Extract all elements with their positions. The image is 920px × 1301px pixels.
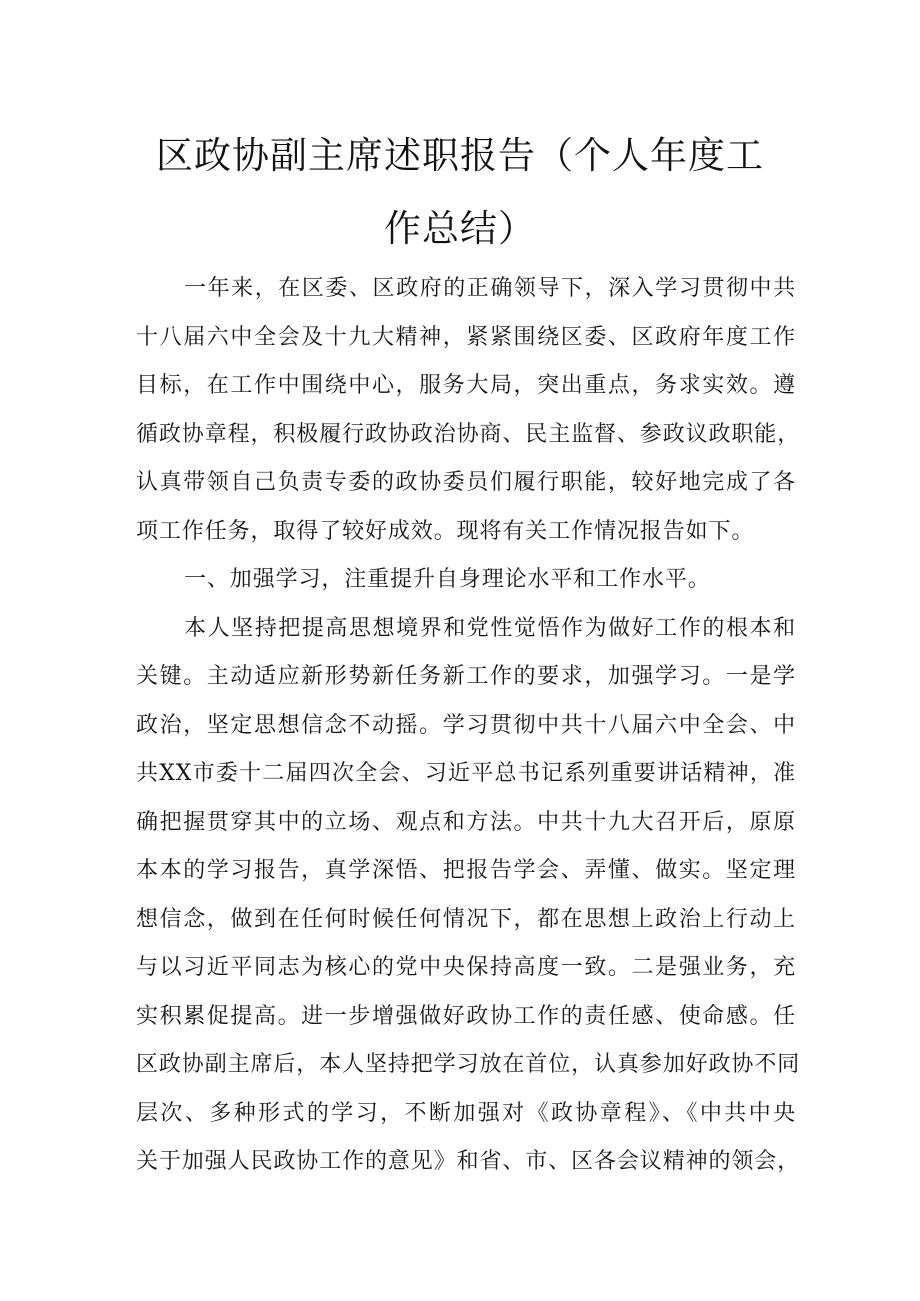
text-line: 本本的学习报告，真学深悟、把报告学会、弄懂、做实。坚定理 <box>136 858 796 883</box>
text-line: 本人坚持把提高思想境界和党性觉悟作为做好工作的根本和 <box>184 615 796 641</box>
text-line: 一年来，在区委、区政府的正确领导下，深入学习贯彻中共 <box>184 276 796 301</box>
document-title-line-2: 作总结） <box>384 207 536 250</box>
text-line: 想信念，做到在任何时候任何情况下，都在思想上政治上行动上 <box>136 906 796 932</box>
text-line: 区政协副主席后，本人坚持把学习放在首位，认真参加好政协不同 <box>136 1052 801 1077</box>
text-line: 认真带领自己负责专委的政协委员们履行职能，较好地完成了各 <box>136 470 796 495</box>
text-line: 共XX市委十二届四次全会、习近平总书记系列重要讲话精神，准 <box>136 761 796 786</box>
text-line: 一、加强学习，注重提升自身理论水平和工作水平。 <box>184 567 711 592</box>
text-line: 关键。主动适应新形势新任务新工作的要求，加强学习。一是学 <box>136 664 796 689</box>
text-line: 项工作任务，取得了较好成效。现将有关工作情况报告如下。 <box>136 518 755 544</box>
text-line: 实积累促提高。进一步增强做好政协工作的责任感、使命感。任 <box>136 1003 796 1029</box>
text-line: 关于加强人民政协工作的意见》和省、市、区各会议精神的领会， <box>136 1149 801 1174</box>
text-line: 十八届六中全会及十九大精神，紧紧围绕区委、区政府年度工作 <box>136 324 796 350</box>
text-line: 与以习近平同志为核心的党中央保持高度一致。二是强业务，充 <box>136 955 796 980</box>
text-line: 政治，坚定思想信念不动摇。学习贯彻中共十八届六中全会、中 <box>136 712 796 738</box>
text-line: 层次、多种形式的学习，不断加强对《政协章程》、《中共中央 <box>136 1100 796 1126</box>
document-title-line-1: 区政协副主席述职报告（个人年度工 <box>156 134 764 177</box>
text-line: 目标，在工作中围绕中心，服务大局，突出重点，务求实效。遵 <box>136 373 796 398</box>
text-line: 确把握贯穿其中的立场、观点和方法。中共十九大召开后，原原 <box>136 809 796 835</box>
text-line: 循政协章程，积极履行政协政治协商、民主监督、参政议政职能， <box>136 421 801 447</box>
